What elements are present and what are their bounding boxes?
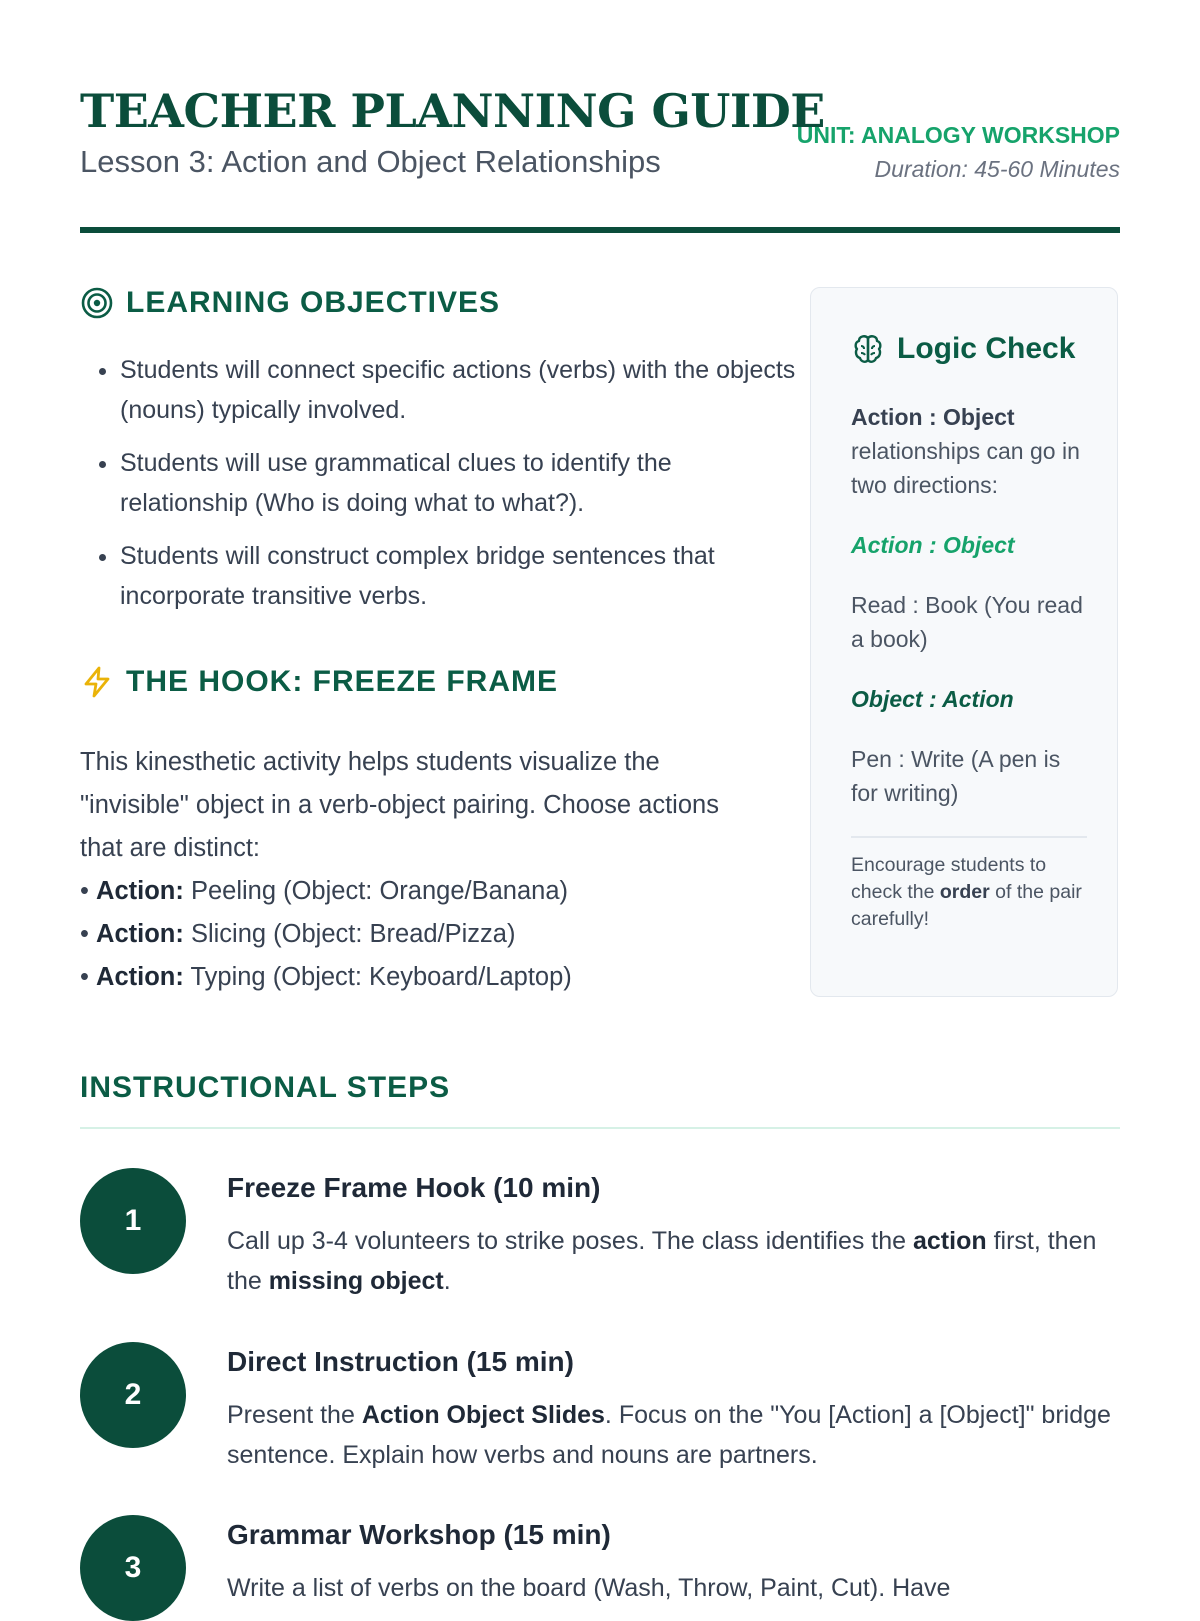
step-number-badge: 2 bbox=[80, 1342, 186, 1448]
logic-check-intro: Action : Object relationships can go in two directions: bbox=[851, 404, 1080, 498]
hook-description bbox=[80, 741, 760, 999]
step-description: Present the Action Object Slides. Focus on the "You [Action] a [Object]" bridge sentence. Explain how verbs and nouns are partners. bbox=[227, 1401, 1111, 1469]
objectives-heading-text: LEARNING OBJECTIVES bbox=[126, 286, 501, 319]
logic-check-title bbox=[851, 332, 1075, 366]
step-description: Write a list of verbs on the board (Wash, Throw, Paint, Cut). Have bbox=[227, 1574, 951, 1602]
step-number-badge: 3 bbox=[80, 1515, 186, 1621]
logic-check-note: Encourage students to check the order of the pair carefully! bbox=[851, 853, 1082, 930]
steps-divider bbox=[80, 1127, 1120, 1129]
header-divider bbox=[80, 227, 1120, 233]
step-description: Call up 3-4 volunteers to strike poses. The class identifies the action first, then the missing object. bbox=[227, 1227, 1097, 1295]
hook-heading bbox=[80, 665, 558, 699]
list-item: • Students will use grammatical clues to identify the relationship (Who is doing what to what?). bbox=[120, 443, 800, 523]
brain-icon bbox=[851, 332, 885, 366]
objectives-heading bbox=[80, 286, 500, 320]
lightning-icon bbox=[80, 665, 114, 699]
header bbox=[80, 84, 1120, 234]
step-title: Direct Instruction (15 min) bbox=[227, 1346, 574, 1377]
page-title: TEACHER PLANNING GUIDE bbox=[80, 84, 825, 138]
card-divider bbox=[851, 836, 1087, 838]
list-item: • Students will construct complex bridge sentences that incorporate transitive verbs. bbox=[120, 536, 800, 616]
logic-check-title-text: Logic Check bbox=[897, 332, 1076, 365]
objectives-list bbox=[80, 350, 800, 629]
lesson-subtitle: Lesson 3: Action and Object Relationships bbox=[80, 144, 661, 179]
step-number-badge: 1 bbox=[80, 1168, 186, 1274]
hook-intro: This kinesthetic activity helps students visualize the "invisible" object in a verb-object pairing. Choose actions that are distinct: bbox=[80, 748, 719, 862]
step-title: Grammar Workshop (15 min) bbox=[227, 1519, 611, 1550]
relationship-example: Pen : Write (A pen is for writing) bbox=[851, 746, 1061, 806]
relationship-example: Read : Book (You read a book) bbox=[851, 592, 1083, 652]
relationship-label: Object : Action bbox=[851, 686, 1014, 712]
logic-check-card bbox=[810, 287, 1118, 997]
duration-label: Duration: 45-60 Minutes bbox=[874, 156, 1120, 182]
target-icon bbox=[80, 286, 114, 320]
relationship-label: Action : Object bbox=[851, 532, 1015, 558]
unit-label: UNIT: ANALOGY WORKSHOP bbox=[796, 122, 1120, 148]
steps-heading-text: INSTRUCTIONAL STEPS bbox=[80, 1071, 451, 1104]
list-item: • Students will connect specific actions (verbs) with the objects (nouns) typically involved. bbox=[120, 350, 800, 430]
list-item: • Action: Peeling (Object: Orange/Banana) bbox=[80, 877, 569, 905]
steps-heading bbox=[80, 1071, 450, 1105]
step-title: Freeze Frame Hook (10 min) bbox=[227, 1172, 601, 1203]
list-item: • Action: Typing (Object: Keyboard/Laptop) bbox=[80, 963, 572, 991]
logic-check-body bbox=[851, 400, 1087, 933]
list-item: • Action: Slicing (Object: Bread/Pizza) bbox=[80, 920, 516, 948]
hook-heading-text: THE HOOK: FREEZE FRAME bbox=[126, 665, 558, 698]
lesson-plan-page bbox=[80, 0, 1120, 1600]
